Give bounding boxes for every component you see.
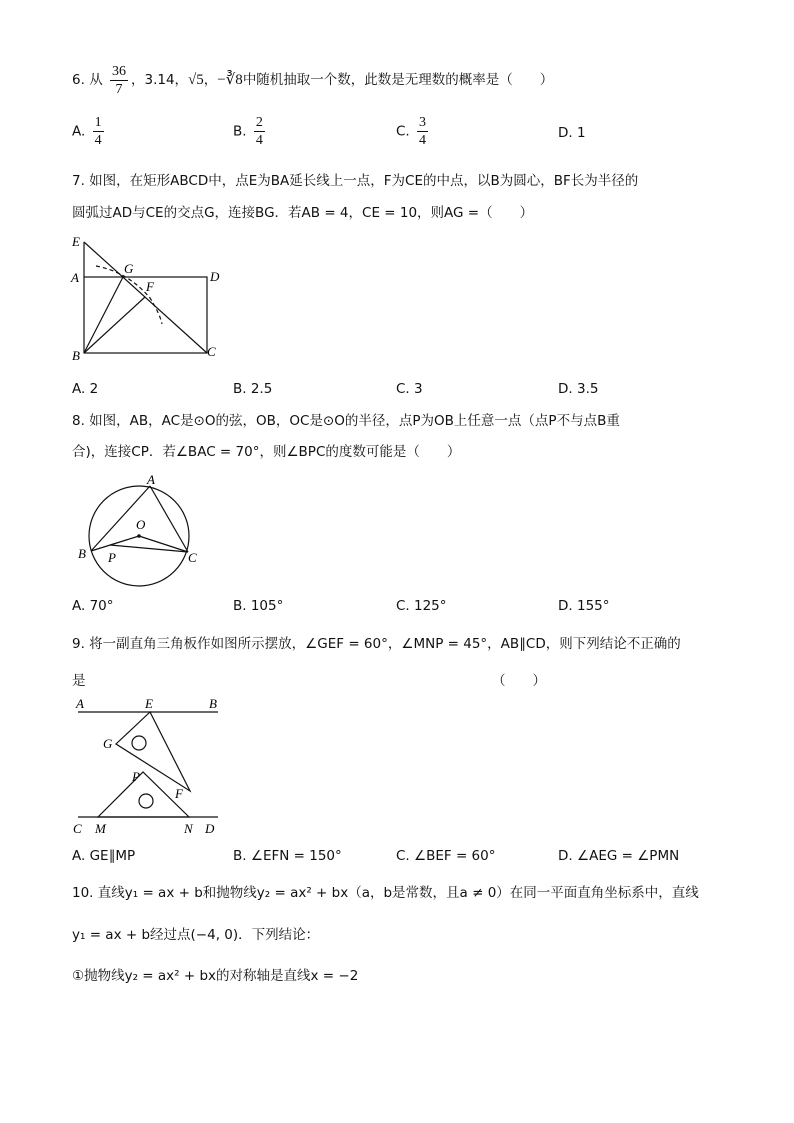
q6-sep1: ，3.14，: [130, 72, 189, 88]
q7-option-d: D. 3.5: [558, 381, 599, 397]
q9-label-p: P: [132, 769, 140, 784]
q6-stem: [72, 62, 553, 98]
q6-cbrt8: −∛8: [217, 72, 243, 88]
q7-label-c: C: [207, 344, 216, 359]
q9-label-g: G: [103, 736, 113, 751]
q6-option-b-den: 4: [255, 133, 263, 148]
q7-figure: [66, 232, 226, 364]
q8-stem-line1: 8. 如图，AB，AC是⊙O的弦，OB，OC是⊙O的半径，点P为OB上任意一点（点P不与点B重: [72, 413, 620, 429]
q6-option-b-num: 2: [255, 115, 263, 130]
q7-label-a: A: [71, 270, 79, 285]
hole-mnp: [139, 794, 153, 808]
q8-label-p: P: [108, 550, 116, 565]
q6-frac-num: 36: [111, 63, 126, 79]
q9-figure: [68, 694, 228, 840]
q7-option-b: B. 2.5: [233, 381, 273, 397]
q9-stem-line2: 是: [72, 673, 86, 689]
q7-stem-line1: 7. 如图，在矩形ABCD中，点E为BA延长线上一点，F为CE的中点，以B为圆心，BF长为半径的: [72, 173, 639, 189]
q7-option-c: C. 3: [396, 381, 423, 397]
q6-option-c-label: C.: [396, 123, 410, 140]
q6-option-b: [233, 114, 268, 149]
q9-option-a: A. GE∥MP: [72, 848, 136, 864]
q6-prefix: 从: [89, 72, 103, 88]
q10-stem-line1: 10. 直线y₁ = ax + b和抛物线y₂ = ax² + bx（a，b是常数，且a ≠ 0）在同一平面直角坐标系中，直线: [72, 885, 699, 901]
hole-egf: [132, 736, 146, 750]
q6-sqrt5: √5: [188, 72, 204, 88]
q9-label-m: M: [95, 821, 106, 836]
q9-label-f: F: [175, 786, 183, 801]
q7-label-d: D: [210, 269, 220, 284]
q8-option-c: C. 125°: [396, 598, 447, 614]
q7-stem-line2: 圆弧过AD与CE的交点G，连接BG．若AB = 4，CE = 10，则AG =（ ）: [72, 205, 534, 221]
q6-frac-den: 7: [115, 81, 123, 97]
q9-label-a: A: [76, 696, 84, 711]
q9-label-e: E: [145, 696, 153, 711]
q7-label-f: F: [146, 279, 154, 294]
q8-figure: [74, 470, 204, 590]
q9-label-d: D: [205, 821, 215, 836]
q6-number: 6.: [72, 72, 85, 88]
q6-option-c-num: 3: [419, 115, 427, 130]
q7-label-b: B: [72, 348, 80, 363]
q9-option-b: B. ∠EFN = 150°: [233, 848, 342, 864]
q9-option-d: D. ∠AEG = ∠PMN: [558, 848, 680, 864]
q6-option-d-value: 1: [576, 125, 586, 141]
q6-option-b-label: B.: [233, 123, 247, 140]
q10-conclusion-1: ①抛物线y₂ = ax² + bx的对称轴是直线x = −2: [72, 968, 359, 984]
q8-option-a: A. 70°: [72, 598, 114, 614]
q9-label-c: C: [73, 821, 82, 836]
q8-label-a: A: [147, 472, 155, 487]
q8-label-c: C: [188, 550, 197, 565]
q9-label-b: B: [209, 696, 217, 711]
q6-option-d-label: D.: [558, 125, 573, 141]
segment-bg: [84, 277, 123, 353]
q6-option-a-num: 1: [94, 115, 102, 130]
q6-option-a: [72, 114, 107, 149]
center-o-dot: [137, 534, 141, 538]
q9-label-n: N: [184, 821, 193, 836]
q6-option-d: [558, 125, 586, 141]
q7-option-a: A. 2: [72, 381, 99, 397]
q8-label-o: O: [136, 517, 146, 532]
q6-fraction: [110, 63, 128, 98]
q9-option-c: C. ∠BEF = 60°: [396, 848, 496, 864]
q8-option-d: D. 155°: [558, 598, 610, 614]
q10-stem-line2: y₁ = ax + b经过点(−4, 0)．下列结论：: [72, 927, 320, 943]
q9-stem-line1: 9. 将一副直角三角板作如图所示摆放，∠GEF = 60°，∠MNP = 45°，AB∥CD，则下列结论不正确的: [72, 636, 681, 652]
segment-bf: [84, 297, 145, 353]
q9-stem-paren: （ ）: [492, 673, 546, 689]
q7-label-e: E: [72, 234, 80, 249]
q8-label-b: B: [78, 546, 86, 561]
q6-option-c: [396, 114, 431, 149]
q6-text: 中随机抽取一个数，此数是无理数的概率是（ ）: [242, 72, 554, 88]
q6-option-a-den: 4: [94, 133, 102, 148]
q6-option-a-label: A.: [72, 123, 86, 140]
q6-option-c-den: 4: [419, 133, 427, 148]
q7-label-g: G: [124, 261, 134, 276]
q6-sep2: ，: [203, 72, 218, 88]
q8-option-b: B. 105°: [233, 598, 284, 614]
triangle-egf: [116, 712, 190, 791]
q8-stem-line2: 合)，连接CP．若∠BAC = 70°，则∠BPC的度数可能是（ ）: [72, 444, 461, 460]
